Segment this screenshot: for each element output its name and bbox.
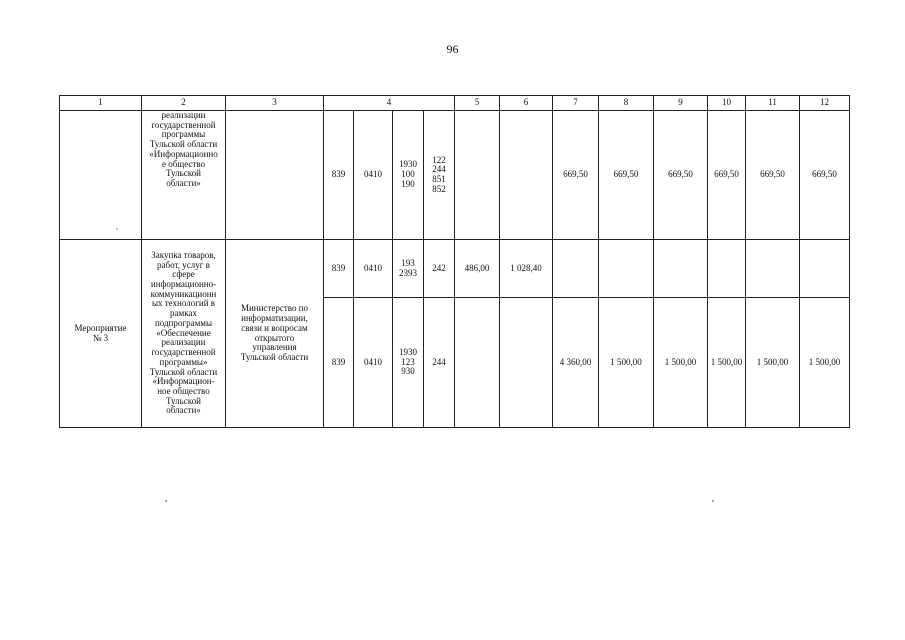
header-row (60, 96, 850, 111)
table-row (60, 240, 850, 298)
scan-speck (116, 228, 118, 230)
sub2-col11-cell: 1 500,00 (746, 298, 800, 428)
header-col-12: 12 (800, 96, 850, 111)
sub2-col5-cell (455, 298, 500, 428)
sub1-col7-cell (553, 240, 599, 298)
sub2-csr-cell: 1930 123 930 (393, 298, 424, 428)
row1-col5-cell (455, 111, 500, 240)
row1-measure-cell (60, 111, 142, 240)
sub1-col8-cell (599, 240, 654, 298)
sub1-col11-cell (746, 240, 800, 298)
row1-grbs-cell: 839 (324, 111, 354, 240)
row1-description-cell: реализации государственной программы Тульской области «Информационно е общество Тульской области» (142, 111, 226, 240)
sub1-col6-cell: 1 028,40 (500, 240, 553, 298)
measure-3-cell: Мероприятие № 3 (60, 240, 142, 428)
sub1-rzpr-cell: 0410 (354, 240, 393, 298)
scan-speck (712, 500, 714, 502)
sub2-col9-cell: 1 500,00 (654, 298, 708, 428)
sub1-col5-cell: 486,00 (455, 240, 500, 298)
row1-col10-cell: 669,50 (708, 111, 746, 240)
header-col-11: 11 (746, 96, 800, 111)
row1-col9-cell: 669,50 (654, 111, 708, 240)
header-col-2: 2 (142, 96, 226, 111)
sub1-grbs-cell: 839 (324, 240, 354, 298)
sub1-vr-cell: 242 (424, 240, 455, 298)
sub2-col6-cell (500, 298, 553, 428)
sub2-col10-cell: 1 500,00 (708, 298, 746, 428)
row1-col11-cell: 669,50 (746, 111, 800, 240)
sub2-col8-cell: 1 500,00 (599, 298, 654, 428)
header-col-8: 8 (599, 96, 654, 111)
row1-rzpr-cell: 0410 (354, 111, 393, 240)
budget-table (59, 95, 850, 428)
sub1-col9-cell (654, 240, 708, 298)
page-number: 96 (446, 42, 459, 56)
scan-speck (165, 500, 167, 502)
table-row (60, 111, 850, 240)
sub1-col12-cell (800, 240, 850, 298)
sub2-col7-cell: 4 360,00 (553, 298, 599, 428)
measure-3-executor-cell: Министерство по информатизации, связи и вопросам открытого управления Тульской области (226, 240, 324, 428)
row1-col8-cell: 669,50 (599, 111, 654, 240)
header-col-4: 4 (324, 96, 455, 111)
row1-csr-cell: 1930 100 190 (393, 111, 424, 240)
header-col-7: 7 (553, 96, 599, 111)
sub2-vr-cell: 244 (424, 298, 455, 428)
sub2-rzpr-cell: 0410 (354, 298, 393, 428)
sub2-grbs-cell: 839 (324, 298, 354, 428)
row1-col7-cell: 669,50 (553, 111, 599, 240)
header-col-3: 3 (226, 96, 324, 111)
row1-executor-cell (226, 111, 324, 240)
header-col-6: 6 (500, 96, 553, 111)
header-col-10: 10 (708, 96, 746, 111)
header-col-1: 1 (60, 96, 142, 111)
sub1-csr-cell: 193 2393 (393, 240, 424, 298)
sub1-col10-cell (708, 240, 746, 298)
header-col-9: 9 (654, 96, 708, 111)
row1-col6-cell (500, 111, 553, 240)
header-col-5: 5 (455, 96, 500, 111)
row1-col12-cell: 669,50 (800, 111, 850, 240)
measure-3-description-cell: Закупка товаров, работ, услуг в сфере информационно- коммуникационн ых технологий в рамках подпрограммы «Обеспечение реализации государственной программы» Тульской области «Информацион- ное общество Тульской области» (142, 240, 226, 428)
sub2-col12-cell: 1 500,00 (800, 298, 850, 428)
row1-vr-cell: 122 244 851 852 (424, 111, 455, 240)
